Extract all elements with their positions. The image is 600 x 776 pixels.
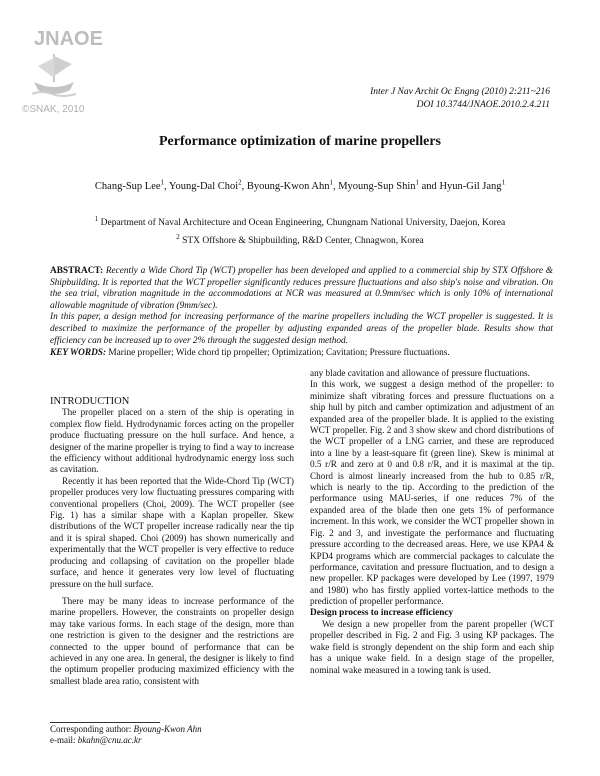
- body-paragraph: There may be many ideas to increase performance of the marine propellers. However, the constraints on propeller design may take various forms. In each stage of the design, more than one restriction is given to the designer and the restrictions are connected to the upper bound of performance that can be achieved in any one area. In general, the designer is likely to find the optimum propeller producing maximized efficiency with the smallest blade area ratio, consistent with: [50, 595, 294, 686]
- left-column: [50, 396, 294, 687]
- email-label: e-mail:: [50, 735, 76, 745]
- body-paragraph: The propeller placed on a stern of the ship is operating in complex flow field. Hydrodynamic forces acting on the propeller produce fluctuating pressure on the hull surface. And hence, a designer of the marine propeller is trying to find a way to increase the efficiency without additional hydrodynamic energy loss such as cavitation.: [50, 407, 294, 475]
- affiliation: $^2$ STX Offshore & Shipbuilding, R&D Center, Chnagwon, Korea: [176, 233, 424, 247]
- author-list: [0, 178, 600, 192]
- footnote-label: Corresponding author:: [50, 724, 132, 734]
- affiliations: [0, 212, 600, 248]
- footnote-email[interactable]: bkahn@cnu.ac.kr: [77, 735, 142, 745]
- abstract-label: ABSTRACT:: [50, 266, 104, 276]
- paper-title: Performance optimization of marine propellers: [158, 134, 441, 149]
- journal-citation: Inter J Nav Archit Oc Engng (2010) 2:211~216: [370, 87, 550, 97]
- abstract-paragraph: Recently a Wide Chord Tip (WCT) propeller has been developed and applied to a commercial ship by STX Offshore & Shipbuilding. It is reported that the WCT propeller significantly reduces pressure fluctuations and also ship's noise and vibration. On the sea trial, vibration magnitude in the accommodations at NCR was measured at 0.9mm/sec which is only 10% of international allowable magnitude of vibration (9mm/sec).: [50, 266, 553, 311]
- journal-doi: DOI 10.3744/JNAOE.2010.2.4.211: [416, 100, 550, 110]
- footnote-rule: [50, 722, 160, 723]
- abstract: [50, 266, 553, 347]
- logo-copyright: ©SNAK, 2010: [22, 104, 85, 115]
- ship-logo-icon: [28, 52, 80, 102]
- author: Chang-Sup Lee$^1$,: [94, 178, 169, 192]
- author: Myoung-Sup Shin$^1$ and: [338, 178, 440, 192]
- keywords-label: KEY WORDS:: [50, 348, 107, 358]
- author: Byoung-Kwon Ahn$^1$,: [246, 178, 339, 192]
- body-paragraph: Recently it has been reported that the Wide-Chord Tip (WCT) propeller produces very low fluctuating pressures comparing with conventional propellers (Choi, 2009). The WCT propeller (see Fig. 1) has a similar shape with a Kaplan propeller. Skew distributions of the WCT propeller increase radically near the tip and it is spiral shaped. Choi (2009) has shown numerically and experimentally that the WCT propeller is very effective to reduce producing and collapsing of cavitation on the propeller blade surface, and hence it generates very low level of fluctuating pressure on the hull surface.: [50, 475, 294, 589]
- keywords: [50, 348, 553, 358]
- right-column: [310, 368, 554, 676]
- section-heading: INTRODUCTION: [50, 396, 130, 407]
- journal-reference: [370, 86, 550, 112]
- body-paragraph: In this work, we suggest a design method of the propeller: to minimize shaft vibrating forces and pressure fluctuations on a ship hull by pitch and camber optimization and adjustment of an expanded area of the propeller blade. It is applied to the existing WCT propeller. Fig. 2 and 3 show skew and chord distributions of the WCT propeller of a LNG carrier, and these are reproduced into a line by a least-square fit (green line). Skew is minimal at 0.5 r/R and zero at 0 and 0.8 r/R, and it is maximal at the tip. Chord is almost linearly increased from the hub to 0.85 r/R, which is nearly to the tip. According to the prediction of the performance using MAU-series, if one reduces 7% of the expanded area of the blade then one gets 1% of performance increment. In this work, we consider the WCT propeller shown in Fig. 2 and 3, and investigate the performance and fluctuating pressure according to the decreased areas. Here, we use KPA4 & KPD4 programs which are commercial packages to calculate the performance, cavitation and pressure fluctuation, and to design a new propeller. KP packages were developed by Lee (1997, 1979 and 1980) who has firstly applied vortex-lattice methods to the prediction of propeller performance.: [310, 379, 554, 607]
- footnote-author: Byoung-Kwon Ahn: [133, 724, 202, 734]
- subsection-heading: Design process to increase efficiency: [310, 607, 454, 618]
- keywords-text: Marine propeller; Wide chord tip propeller; Optimization; Cavitation; Pressure fluctuations.: [108, 348, 450, 358]
- author: Young-Dal Choi$^2$,: [168, 178, 247, 192]
- logo-text: JNAOE: [34, 28, 103, 50]
- affiliation: $^1$ Department of Naval Architecture and Ocean Engineering, Chungnam National University, Daejon, Korea: [94, 215, 506, 229]
- abstract-paragraph: In this paper, a design method for increasing performance of the marine propellers including the WCT propeller is suggested. It is described to maximize the performance of the propeller by adjusting expanded areas of the propeller blade. Results show that efficiency can be increased up to over 2% through the suggested design method.: [50, 312, 553, 346]
- body-paragraph: We design a new propeller from the parent propeller (WCT propeller described in Fig. 2 and Fig. 3 using KP packages. The wake field is strongly dependent on the ship form and each ship has a unique wake field. In a design stage of the propeller, nominal wake measured in a towing tank is used.: [310, 618, 554, 675]
- body-paragraph: any blade cavitation and allowance of pressure fluctuations.: [310, 368, 530, 378]
- author: Hyun-Gil Jang$^1$: [439, 178, 506, 192]
- corresponding-author-footnote: [50, 724, 202, 746]
